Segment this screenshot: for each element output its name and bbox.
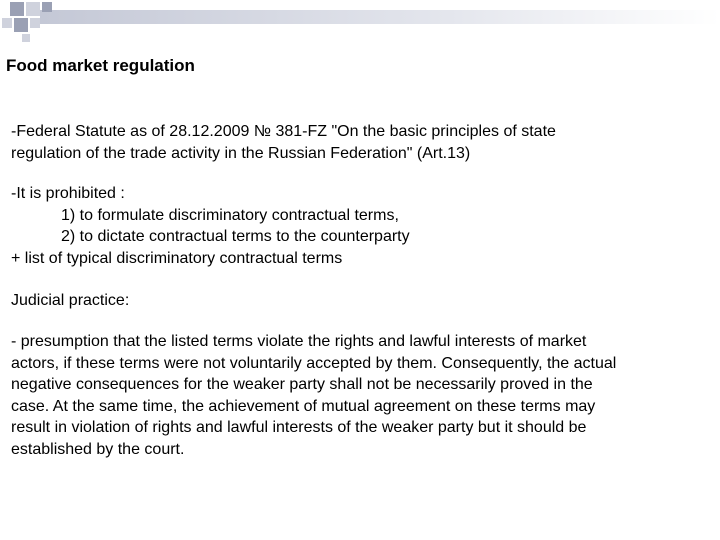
header-square	[10, 2, 24, 16]
prohibited-block	[11, 183, 701, 269]
statute-line: -Federal Statute as of 28.12.2009 № 381-FZ "On the basic principles of state	[11, 123, 556, 140]
header-square	[14, 18, 28, 32]
header-decoration	[0, 0, 720, 44]
prohibited-note: + list of typical discriminatory contractual terms	[11, 249, 343, 267]
header-square	[2, 18, 12, 28]
header-square	[42, 2, 52, 12]
prohibited-item: 1) to formulate discriminatory contractual terms,	[61, 206, 399, 224]
prohibited-heading: -It is prohibited :	[11, 185, 125, 202]
presumption-line: actors, if these terms were not voluntarily accepted by them. Consequently, the actual	[11, 354, 617, 372]
presumption-line: negative consequences for the weaker party shall not be necessarily proved in the	[11, 376, 593, 393]
presumption-line: result in violation of rights and lawful interests of the weaker party but it should be	[11, 419, 587, 436]
header-square	[26, 2, 40, 16]
judicial-heading: Judicial practice:	[11, 292, 130, 309]
presumption-paragraph	[11, 331, 701, 460]
header-square	[30, 18, 40, 28]
statute-paragraph	[11, 121, 701, 164]
presumption-line: case. At the same time, the achievement of mutual agreement on these terms may	[11, 397, 596, 415]
header-gradient-band	[40, 10, 720, 24]
judicial-practice-heading	[11, 290, 701, 312]
prohibited-item: 2) to dictate contractual terms to the counterparty	[61, 228, 410, 245]
statute-line: regulation of the trade activity in the Russian Federation" (Art.13)	[11, 144, 471, 162]
slide-title: Food market regulation	[6, 56, 195, 75]
presumption-line: established by the court.	[11, 440, 185, 458]
header-square	[22, 34, 30, 42]
presumption-line: - presumption that the listed terms violate the rights and lawful interests of market	[11, 333, 587, 350]
